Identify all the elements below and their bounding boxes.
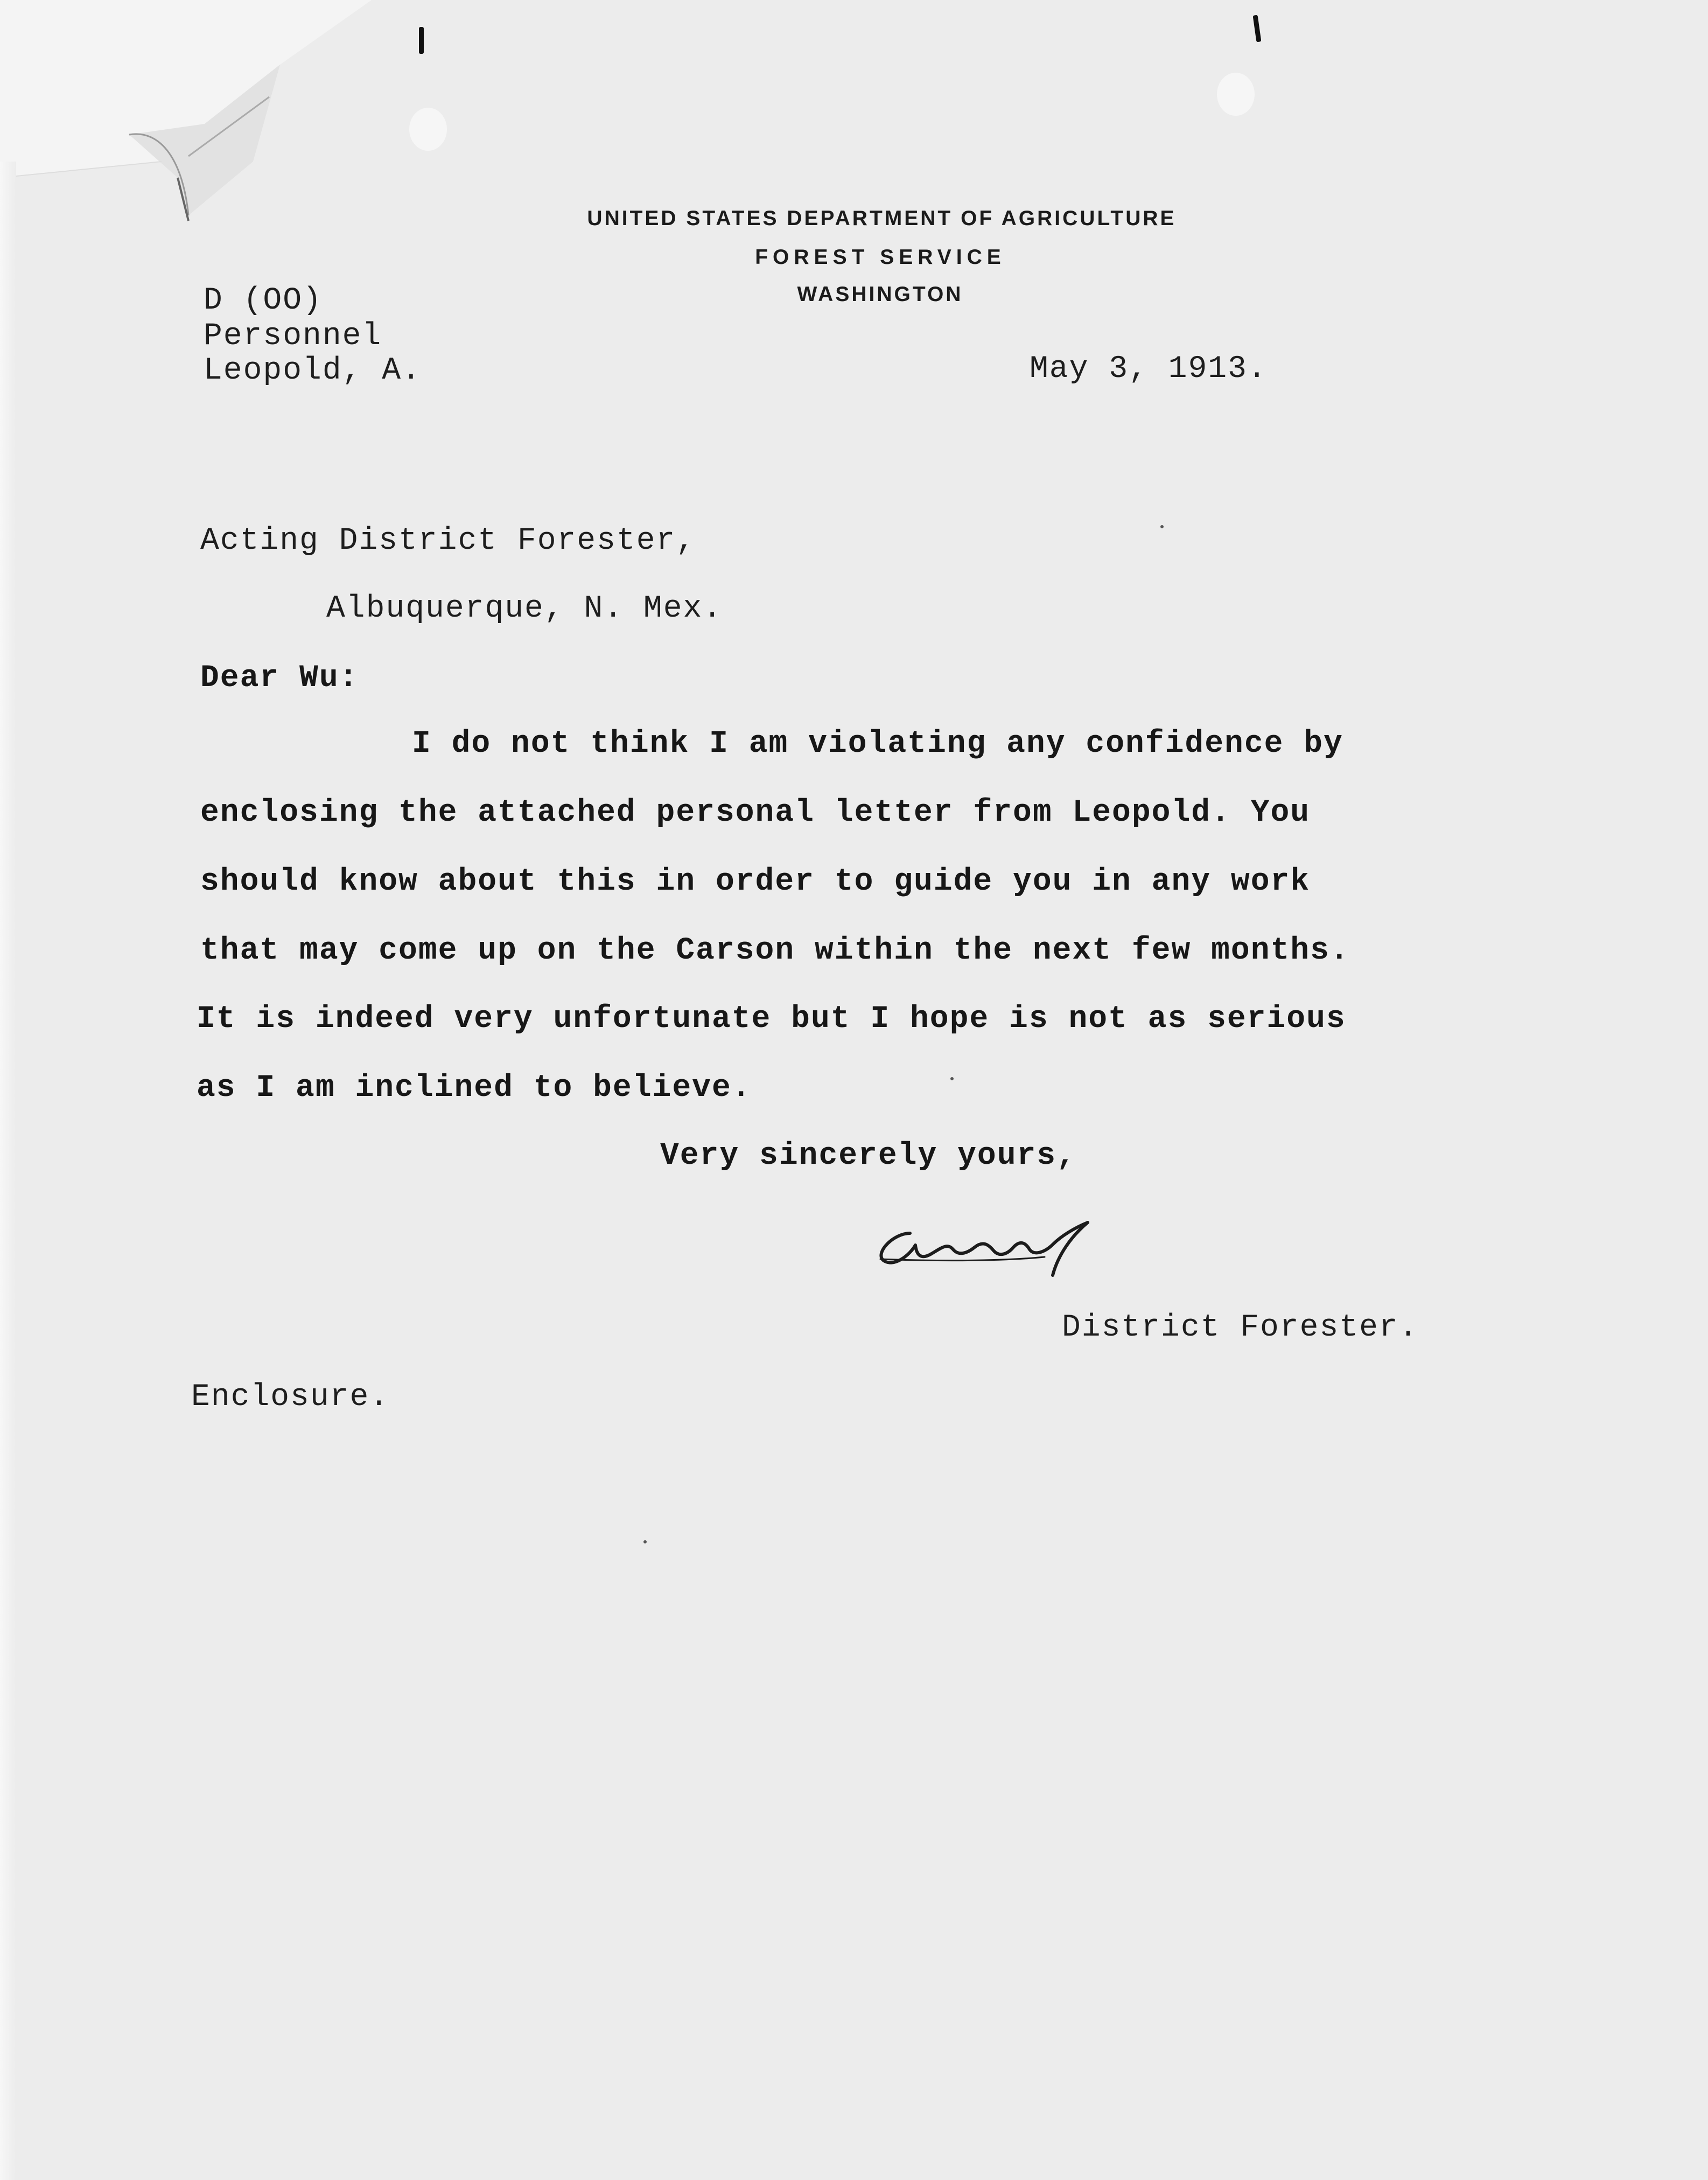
ink-speck <box>1160 525 1164 528</box>
page-edge <box>0 162 16 2180</box>
addressee-location: Albuquerque, N. Mex. <box>326 591 723 626</box>
salutation: Dear Wu: <box>200 661 359 696</box>
signature <box>872 1212 1109 1282</box>
file-subject: Leopold, A. <box>204 353 422 388</box>
letter-date: May 3, 1913. <box>1030 352 1268 387</box>
enclosure-note: Enclosure. <box>191 1380 390 1415</box>
body-line: enclosing the attached personal letter from Leopold. You <box>200 795 1311 830</box>
letterhead-city: WASHINGTON <box>797 283 963 306</box>
body-line: that may come up on the Carson within the next few months. <box>200 933 1350 968</box>
punch-hole <box>409 108 447 151</box>
scan-mark <box>1253 15 1262 43</box>
addressee-title: Acting District Forester, <box>200 523 696 558</box>
closing: Very sincerely yours, <box>660 1138 1076 1173</box>
body-line: should know about this in order to guide you in any work <box>200 864 1311 899</box>
scan-mark <box>419 27 424 54</box>
letterhead-department: UNITED STATES DEPARTMENT OF AGRICULTURE <box>587 207 1177 230</box>
ink-speck <box>643 1540 647 1543</box>
body-line: as I am inclined to believe. <box>197 1071 752 1106</box>
signature-title: District Forester. <box>1062 1310 1419 1345</box>
file-category: Personnel <box>204 319 382 354</box>
body-line: I do not think I am violating any confidence by <box>412 726 1343 761</box>
letterhead-service: FOREST SERVICE <box>755 246 1006 269</box>
folded-corner <box>0 0 485 226</box>
file-code: D (OO) <box>204 283 323 318</box>
body-line: It is indeed very unfortunate but I hope is not as serious <box>197 1002 1346 1037</box>
punch-hole <box>1217 73 1255 116</box>
ink-speck <box>950 1077 954 1080</box>
